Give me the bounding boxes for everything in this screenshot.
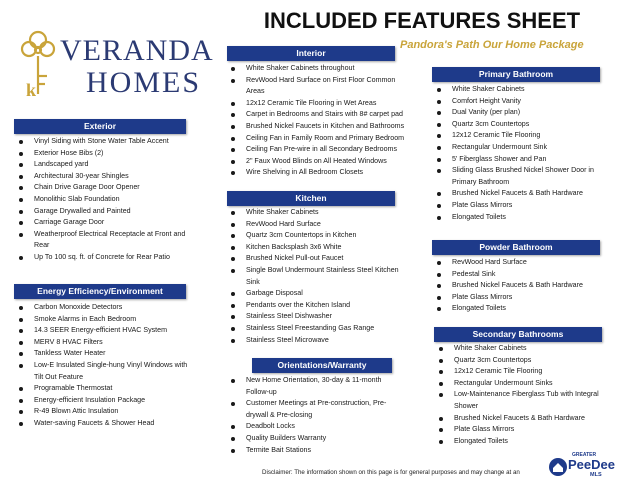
- list-item: Brushed Nickel Faucets in Kitchen and Bathrooms: [226, 121, 406, 133]
- list-item: White Shaker Cabinets throughout: [226, 63, 406, 75]
- logo-name-line1: VERANDA: [60, 34, 214, 67]
- list-item: 14.3 SEER Energy-efficient HVAC System: [14, 325, 194, 337]
- list-item: Customer Meetings at Pre-construction, Pre-drywall & Pre-closing: [226, 398, 406, 421]
- list-item: Carbon Monoxide Detectors: [14, 302, 194, 314]
- interior-heading: Interior: [227, 46, 395, 61]
- list-item: Plate Glass Mirrors: [432, 200, 616, 212]
- secondary-bathrooms-heading: Secondary Bathrooms: [434, 327, 602, 342]
- house-icon: [548, 456, 568, 478]
- secondary-bathrooms-list: [434, 343, 618, 447]
- list-item: 2" Faux Wood Blinds on All Heated Windows: [226, 156, 406, 168]
- list-item: White Shaker Cabinets: [226, 207, 406, 219]
- list-item: Pendants over the Kitchen Island: [226, 300, 406, 312]
- list-item: Stainless Steel Dishwasher: [226, 311, 406, 323]
- veranda-homes-logo: [18, 28, 214, 108]
- list-item: Sliding Glass Brushed Nickel Shower Door in Primary Bathroom: [432, 165, 616, 188]
- exterior-heading: Exterior: [14, 119, 186, 134]
- primary-bathroom-list: [432, 84, 616, 223]
- list-item: Chain Drive Garage Door Opener: [14, 182, 194, 194]
- list-item: Elongated Toilets: [432, 212, 616, 224]
- list-item: Exterior Hose Bibs (2): [14, 148, 194, 160]
- list-item: Ceiling Fan Pre-wire in all Secondary Bedrooms: [226, 144, 406, 156]
- list-item: Garage Drywalled and Painted: [14, 206, 194, 218]
- energy-heading: Energy Efficiency/Environment: [14, 284, 186, 299]
- list-item: Plate Glass Mirrors: [434, 424, 618, 436]
- list-item: Brushed Nickel Faucets & Bath Hardware: [432, 188, 616, 200]
- list-item: Wire Shelving in All Bedroom Closets: [226, 167, 406, 179]
- list-item: Pedestal Sink: [432, 269, 616, 281]
- orientations-list: [226, 375, 406, 456]
- list-item: Carpet in Bedrooms and Stairs with 8# carpet pad: [226, 109, 406, 121]
- mls-line2: PeeDee: [568, 457, 615, 472]
- list-item: RevWood Hard Surface on First Floor Common Areas: [226, 75, 406, 98]
- disclaimer-text: Disclaimer: The information shown on this page is for general purposes and may change at an: [262, 469, 520, 476]
- list-item: Smoke Alarms in Each Bedroom: [14, 314, 194, 326]
- list-item: Low-E Insulated Single-hung Vinyl Windows with Tilt Out Feature: [14, 360, 194, 383]
- list-item: Monolithic Slab Foundation: [14, 194, 194, 206]
- list-item: Landscaped yard: [14, 159, 194, 171]
- list-item: Comfort Height Vanity: [432, 96, 616, 108]
- list-item: Elongated Toilets: [434, 436, 618, 448]
- svg-text:k: k: [26, 80, 37, 100]
- list-item: Architectural 30-year Shingles: [14, 171, 194, 183]
- list-item: Carriage Garage Door: [14, 217, 194, 229]
- list-item: Rectangular Undermount Sink: [432, 142, 616, 154]
- list-item: Weatherproof Electrical Receptacle at Front and Rear: [14, 229, 194, 252]
- list-item: Water-saving Faucets & Shower Head: [14, 418, 194, 430]
- list-item: White Shaker Cabinets: [432, 84, 616, 96]
- list-item: Brushed Nickel Faucets & Bath Hardware: [434, 413, 618, 425]
- list-item: Vinyl Siding with Stone Water Table Accent: [14, 136, 194, 148]
- list-item: Quartz 3cm Countertops: [434, 355, 618, 367]
- list-item: 12x12 Ceramic Tile Flooring: [432, 130, 616, 142]
- list-item: Single Bowl Undermount Stainless Steel Kitchen Sink: [226, 265, 406, 288]
- list-item: Quality Builders Warranty: [226, 433, 406, 445]
- interior-list: [226, 63, 406, 179]
- list-item: Elongated Toilets: [432, 303, 616, 315]
- powder-bathroom-heading: Powder Bathroom: [432, 240, 600, 255]
- mls-line1: GREATER: [572, 452, 597, 458]
- list-item: Quartz 3cm Countertops in Kitchen: [226, 230, 406, 242]
- list-item: Stainless Steel Microwave: [226, 335, 406, 347]
- page-title: INCLUDED FEATURES SHEET: [263, 8, 581, 33]
- exterior-list: [14, 136, 194, 264]
- list-item: White Shaker Cabinets: [434, 343, 618, 355]
- page-subtitle: Pandora's Path Our Home Package: [400, 39, 584, 51]
- energy-list: [14, 302, 194, 430]
- list-item: New Home Orientation, 30-day & 11-month Follow-up: [226, 375, 406, 398]
- primary-bathroom-heading: Primary Bathroom: [432, 67, 600, 82]
- list-item: Up To 100 sq. ft. of Concrete for Rear Patio: [14, 252, 194, 264]
- list-item: Garbage Disposal: [226, 288, 406, 300]
- kitchen-list: [226, 207, 406, 346]
- list-item: Rectangular Undermount Sinks: [434, 378, 618, 390]
- orientations-heading: Orientations/Warranty: [252, 358, 392, 373]
- list-item: Quartz 3cm Countertops: [432, 119, 616, 131]
- list-item: Ceiling Fan in Family Room and Primary Bedroom: [226, 133, 406, 145]
- logo-name-line2: HOMES: [86, 66, 202, 99]
- list-item: Brushed Nickel Faucets & Bath Hardware: [432, 280, 616, 292]
- list-item: Brushed Nickel Pull-out Faucet: [226, 253, 406, 265]
- kitchen-heading: Kitchen: [227, 191, 395, 206]
- list-item: Stainless Steel Freestanding Gas Range: [226, 323, 406, 335]
- list-item: Low-Maintenance Fiberglass Tub with Integral Shower: [434, 389, 618, 412]
- list-item: RevWood Hard Surface: [226, 219, 406, 231]
- list-item: Kitchen Backsplash 3x6 White: [226, 242, 406, 254]
- powder-bathroom-list: [432, 257, 616, 315]
- list-item: Energy-efficient Insulation Package: [14, 395, 194, 407]
- greater-peedee-mls-logo: [548, 452, 620, 480]
- list-item: Tankless Water Heater: [14, 348, 194, 360]
- list-item: 12x12 Ceramic Tile Flooring: [434, 366, 618, 378]
- list-item: Programable Thermostat: [14, 383, 194, 395]
- list-item: MERV 8 HVAC Filters: [14, 337, 194, 349]
- list-item: R-49 Blown Attic Insulation: [14, 406, 194, 418]
- mls-line3: MLS: [590, 472, 602, 478]
- list-item: Dual Vanity (per plan): [432, 107, 616, 119]
- list-item: Termite Bait Stations: [226, 445, 406, 457]
- list-item: 12x12 Ceramic Tile Flooring in Wet Areas: [226, 98, 406, 110]
- list-item: Deadbolt Locks: [226, 421, 406, 433]
- list-item: RevWood Hard Surface: [432, 257, 616, 269]
- list-item: 5' Fiberglass Shower and Pan: [432, 154, 616, 166]
- key-icon: [18, 28, 58, 100]
- list-item: Plate Glass Mirrors: [432, 292, 616, 304]
